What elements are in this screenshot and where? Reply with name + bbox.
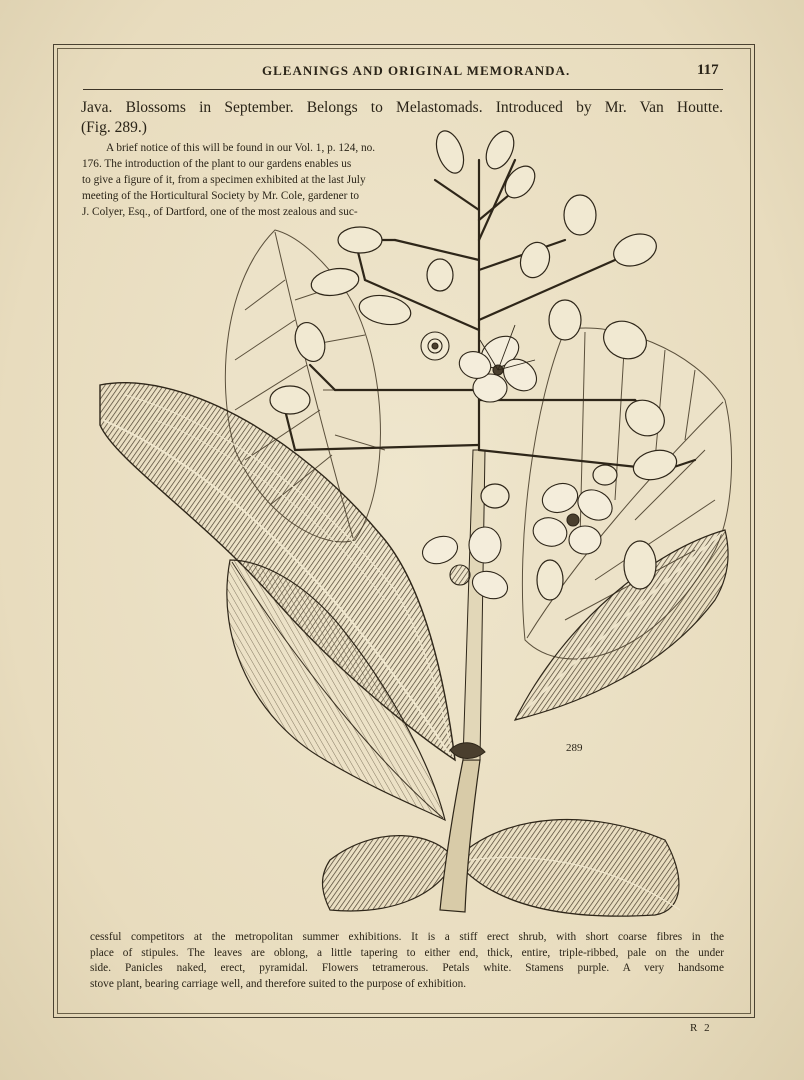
header-rule bbox=[83, 89, 723, 90]
paragraph-2-line: stove plant, bearing carriage well, and therefore suited to the purpose of exhibition. bbox=[90, 977, 467, 990]
paragraph-2-line: cessful competitors at the metropolitan summer exhibitions. It is a stiff erect shrub, with short coarse fibres in the bbox=[90, 931, 724, 943]
figure-number: 289 bbox=[566, 742, 583, 754]
paragraph-2 bbox=[90, 930, 724, 992]
paragraph-1-line: A brief notice of this will be found in our Vol. 1, p. 124, no. bbox=[106, 142, 376, 154]
paragraph-1-line: meeting of the Horticultural Society by Mr. Cole, gardener to bbox=[82, 190, 360, 202]
paragraph-1 bbox=[82, 140, 376, 220]
paragraph-1-line: 176. The introduction of the plant to our gardens enables us bbox=[82, 158, 352, 170]
plant-illustration bbox=[95, 120, 735, 920]
intro-line: Java. Blossoms in September. Belongs to Melastomads. Introduced by Mr. Van Houtte. bbox=[81, 99, 723, 116]
open-flower-lower bbox=[419, 527, 512, 603]
figure-reference: (Fig. 289.) bbox=[81, 119, 147, 136]
page-number: 117 bbox=[697, 62, 719, 78]
paragraph-1-line: J. Colyer, Esq., of Dartford, one of the most zealous and suc- bbox=[82, 206, 358, 218]
paragraph-2-line: side. Panicles naked, erect, pyramidal. Flowers tetramerous. Petals white. Stamens purple. A very handsome bbox=[90, 962, 724, 974]
leaf-bottom-pair bbox=[323, 820, 681, 917]
signature-mark: R 2 bbox=[690, 1022, 712, 1034]
paragraph-2-line: place of stipules. The leaves are oblong, a little tapering to either end, thick, entire, triple-ribbed, pale on the under bbox=[90, 946, 724, 959]
paragraph-1-line: to give a figure of it, from a specimen exhibited at the last July bbox=[82, 174, 366, 186]
running-title: GLEANINGS AND ORIGINAL MEMORANDA. bbox=[262, 63, 571, 78]
